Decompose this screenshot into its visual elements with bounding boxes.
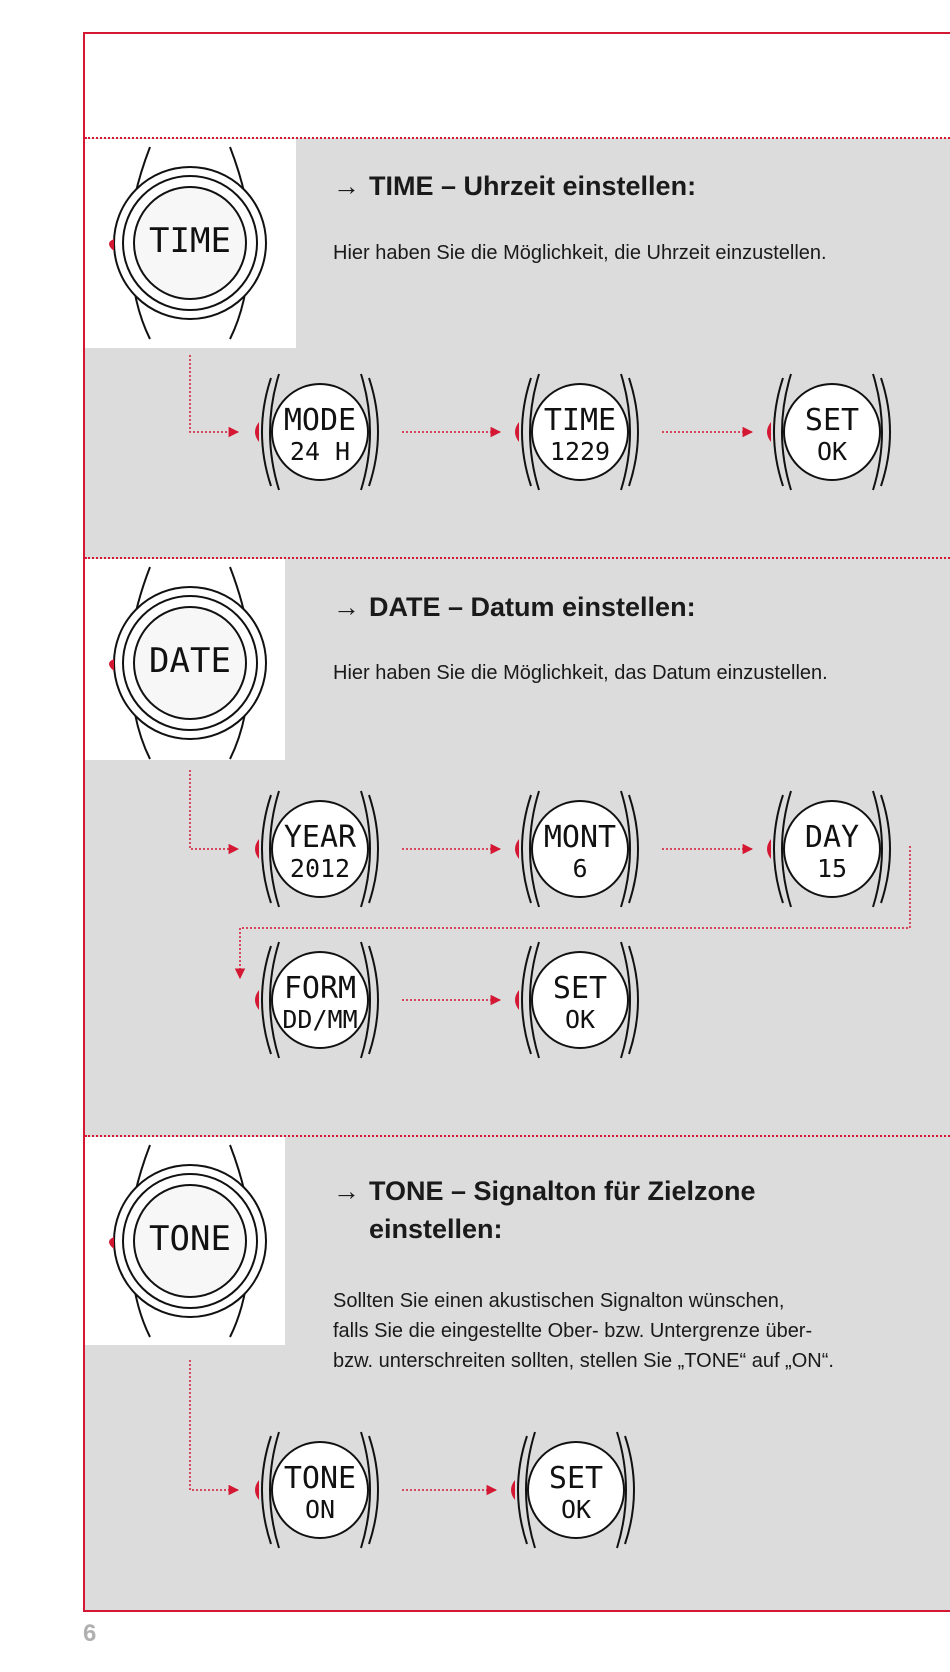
time-heading-text: TIME – Uhrzeit einstellen: <box>369 171 697 201</box>
step-watch-top-label: FORM <box>283 971 357 1006</box>
watch-icon <box>100 559 280 768</box>
tone-heading-text: TONE – Signalton für Zielzone <box>369 1176 756 1206</box>
watch-icon <box>757 370 907 494</box>
right-arrow-icon: → <box>333 171 360 201</box>
connector-tone-main <box>190 1360 238 1490</box>
step-watch-bottom-label: OK <box>560 1495 592 1524</box>
step-watch-bottom-label: 24 H <box>289 437 351 466</box>
connector-time-main <box>190 355 238 432</box>
tone-description-line: Sollten Sie einen akustischen Signalton wünschen, <box>333 1290 785 1312</box>
watch-icon <box>245 1428 395 1552</box>
step-watch-top-label: MONT <box>543 820 617 855</box>
step-watch-bottom-label: 6 <box>572 854 588 883</box>
watch-icon <box>100 1137 280 1346</box>
step-watch-top-label: TONE <box>283 1461 357 1496</box>
date-heading-text: DATE – Datum einstellen: <box>369 592 696 622</box>
step-watch-top-label: MODE <box>283 403 357 438</box>
step-watch-bottom-label: 15 <box>816 854 848 883</box>
step-watch-bottom-label: DD/MM <box>282 1005 358 1034</box>
step-watch-bottom-label: 2012 <box>289 854 351 883</box>
step-watch-top-label: SET <box>552 971 608 1006</box>
date-description-line: Hier haben Sie die Möglichkeit, das Datum einzustellen. <box>333 662 828 684</box>
watch-icon <box>505 787 655 911</box>
step-watch-top-label: SET <box>804 403 860 438</box>
main-watch-label: TIME <box>149 221 231 261</box>
step-watch-top-label: DAY <box>804 820 860 855</box>
tone-description-line: bzw. unterschreiten sollten, stellen Sie „TONE“ auf „ON“. <box>333 1350 834 1372</box>
tone-description-line: falls Sie die eingestellte Ober- bzw. Untergrenze über- <box>333 1320 813 1342</box>
watch-icon <box>505 938 655 1062</box>
step-watch-top-label: SET <box>548 1461 604 1496</box>
step-watch-bottom-label: 1229 <box>549 437 611 466</box>
step-watch-bottom-label: OK <box>816 437 848 466</box>
main-watch-label: DATE <box>149 641 231 681</box>
tone-heading-text-cont: einstellen: <box>369 1214 503 1244</box>
step-watch-bottom-label: OK <box>564 1005 596 1034</box>
main-watch-label: TONE <box>149 1219 231 1259</box>
watch-icon <box>501 1428 651 1552</box>
watch-icon <box>100 139 280 348</box>
step-watch-top-label: TIME <box>543 403 617 438</box>
time-description-line: Hier haben Sie die Möglichkeit, die Uhrzeit einzustellen. <box>333 242 827 264</box>
step-watch-bottom-label: ON <box>304 1495 336 1524</box>
watch-icon <box>245 938 395 1062</box>
watch-icon <box>245 787 395 911</box>
step-watch-top-label: YEAR <box>283 820 357 855</box>
watch-icon <box>245 370 395 494</box>
connector-date-main <box>190 770 238 849</box>
watch-icon <box>505 370 655 494</box>
page-number: 6 <box>83 1620 97 1647</box>
right-arrow-icon: → <box>333 1176 360 1206</box>
watch-icon <box>757 787 907 911</box>
right-arrow-icon: → <box>333 592 360 622</box>
